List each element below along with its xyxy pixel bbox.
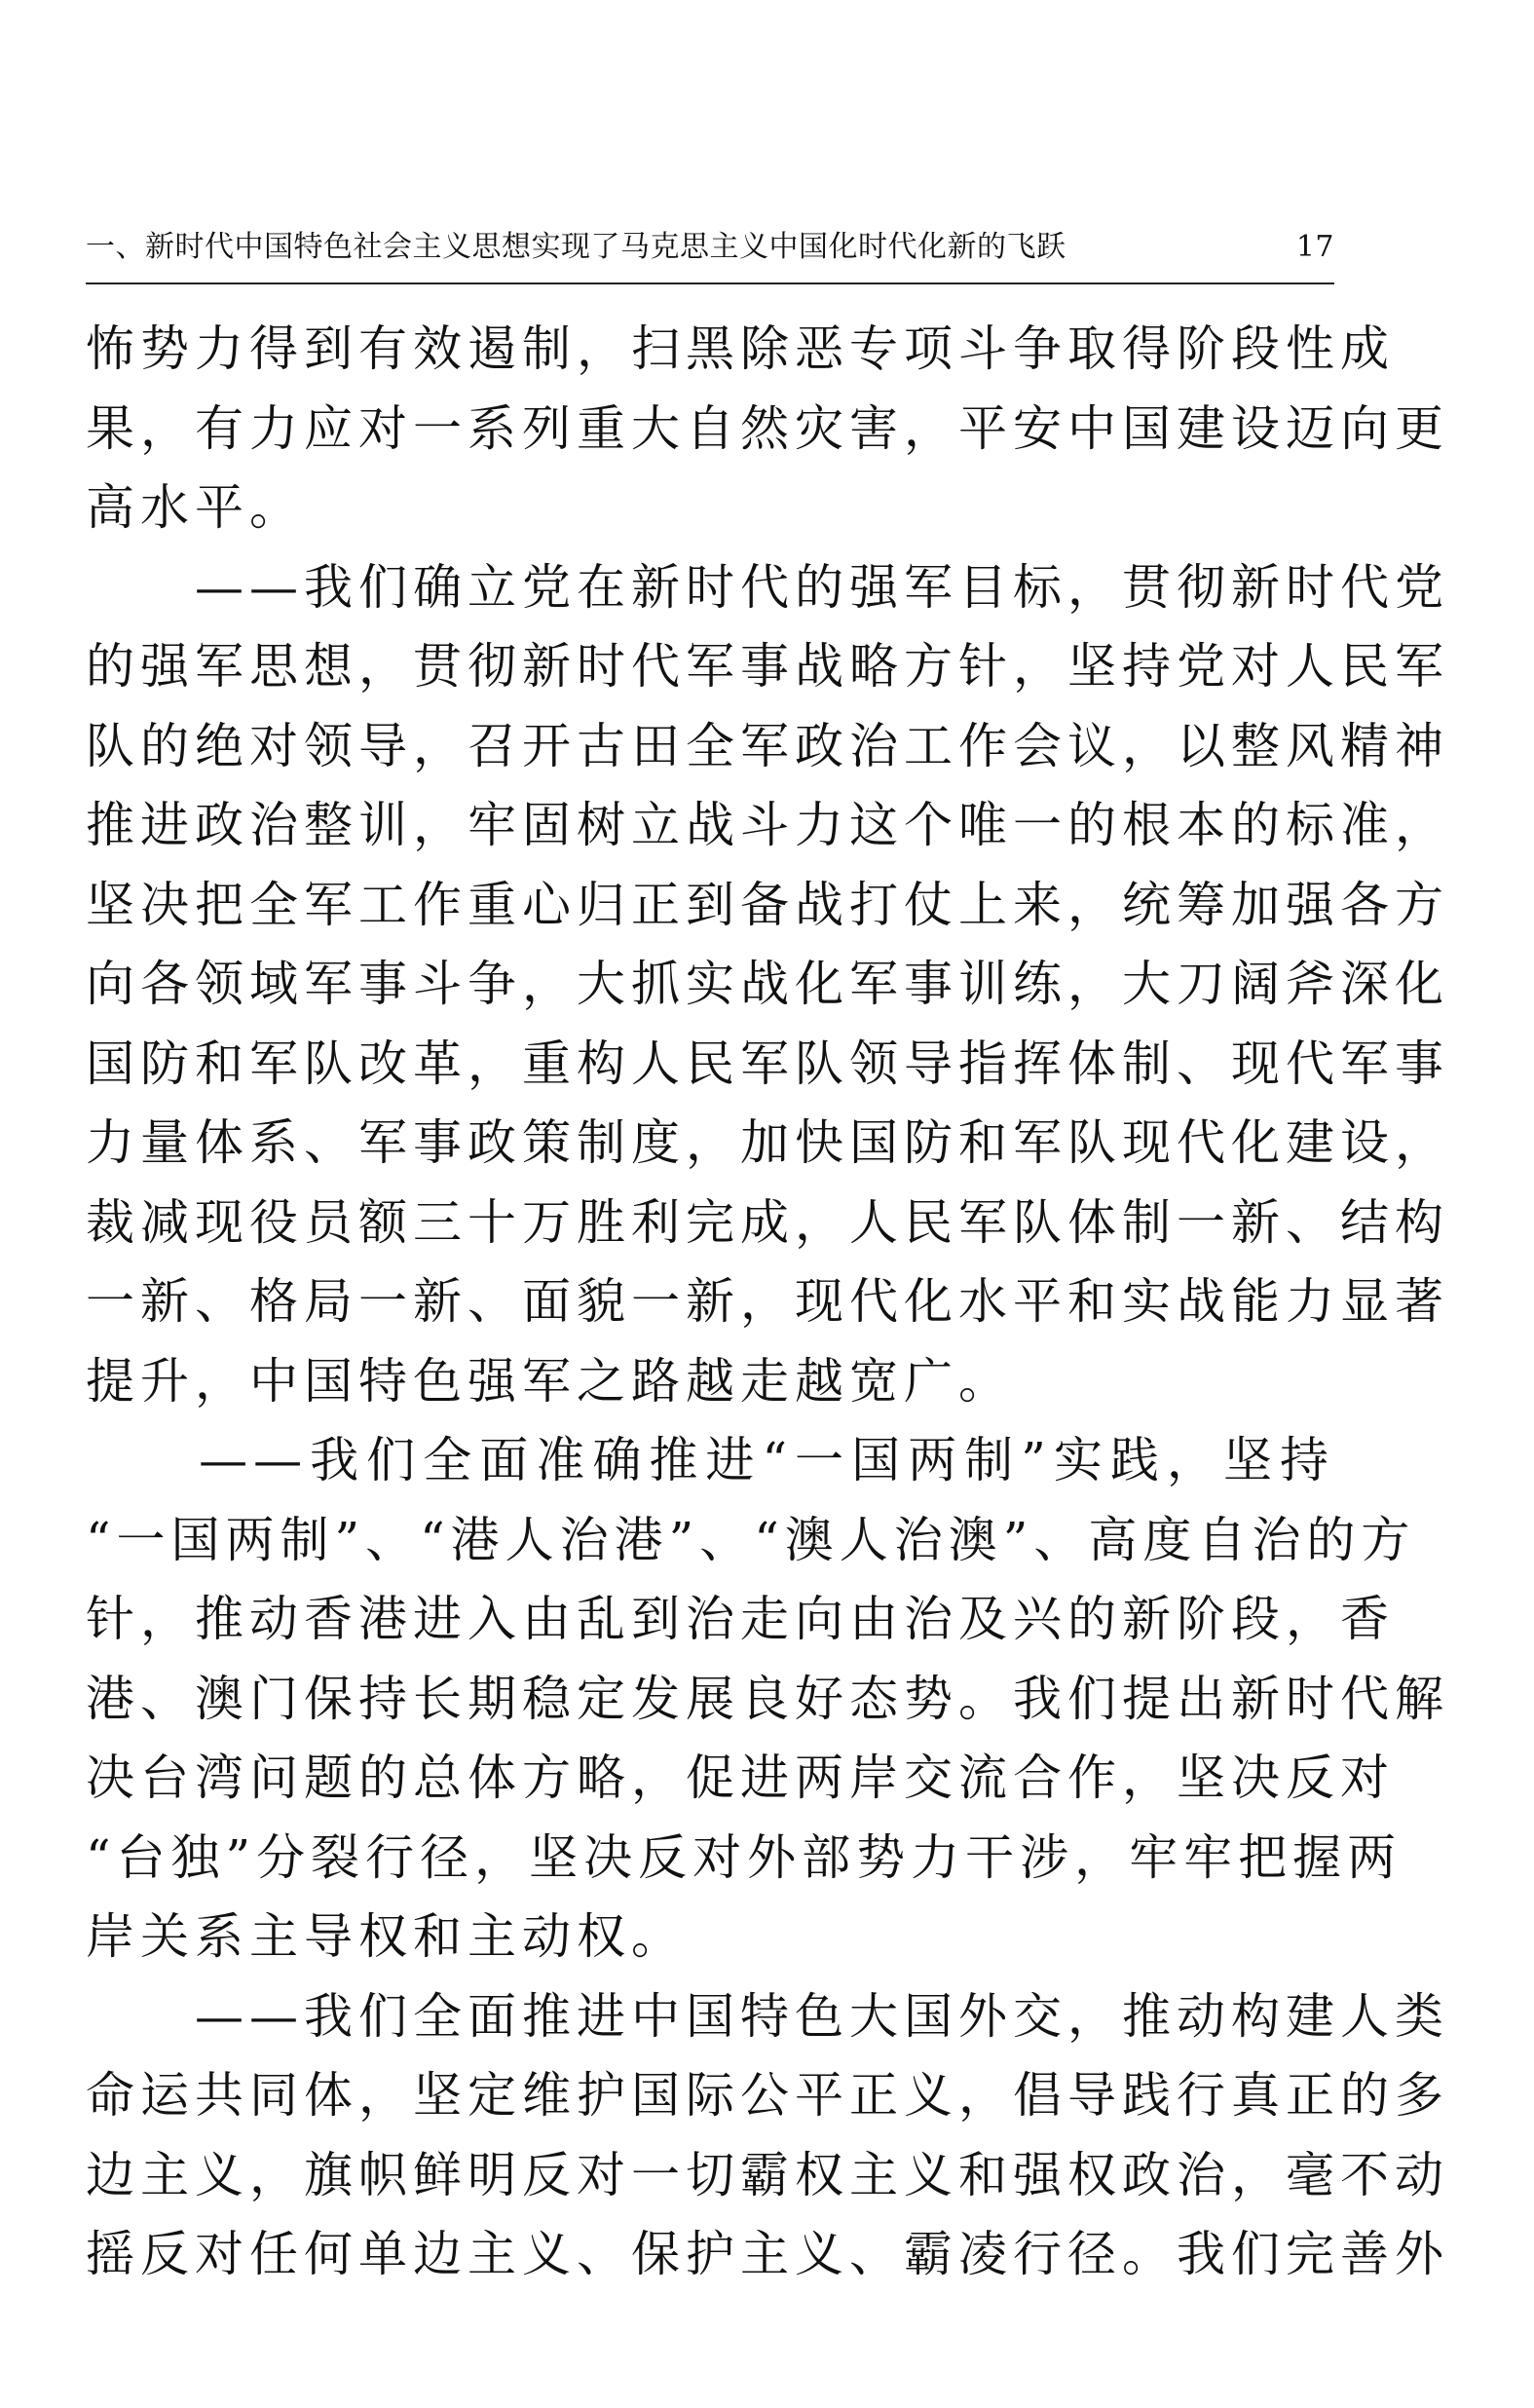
text-line: 提升，中国特色强军之路越走越宽广。 bbox=[86, 1352, 1013, 1410]
text-line: 坚决把全军工作重心归正到备战打仗上来，统筹加强各方 bbox=[86, 876, 1449, 933]
text-line: 决台湾问题的总体方略，促进两岸交流合作，坚决反对 bbox=[86, 1750, 1395, 1806]
text-line: 怖势力得到有效遏制，扫黑除恶专项斗争取得阶段性成 bbox=[86, 320, 1395, 377]
text-line: 队的绝对领导，召开古田全军政治工作会议，以整风精神 bbox=[86, 717, 1449, 774]
text-line: 高水平。 bbox=[86, 479, 304, 536]
body-text bbox=[86, 310, 1449, 2295]
text-line: ——我们全面准确推进“一国两制”实践，坚持 bbox=[86, 1432, 1334, 1488]
text-line: “一国两制”、“港人治港”、“澳人治澳”、高度自治的方 bbox=[86, 1511, 1416, 1568]
text-line: 推进政治整训，牢固树立战斗力这个唯一的根本的标准， bbox=[86, 797, 1449, 853]
text-line: 国防和军队改革，重构人民军队领导指挥体制、现代军事 bbox=[86, 1035, 1449, 1092]
text-line: 的强军思想，贯彻新时代军事战略方针，坚持党对人民军 bbox=[86, 638, 1449, 695]
text-line: 摇反对任何单边主义、保护主义、霸凌行径。我们完善外 bbox=[86, 2226, 1449, 2282]
text-line: 针，推动香港进入由乱到治走向由治及兴的新阶段，香 bbox=[86, 1591, 1395, 1647]
text-line: 命运共同体，坚定维护国际公平正义，倡导践行真正的多 bbox=[86, 2067, 1449, 2124]
running-header bbox=[86, 222, 1334, 265]
text-line: 向各领域军事斗争，大抓实战化军事训练，大刀阔斧深化 bbox=[86, 956, 1449, 1012]
text-line: 裁减现役员额三十万胜利完成，人民军队体制一新、结构 bbox=[86, 1193, 1449, 1251]
text-line: ——我们确立党在新时代的强军目标，贯彻新时代党 bbox=[86, 558, 1449, 616]
text-line: 边主义，旗帜鲜明反对一切霸权主义和强权政治，毫不动 bbox=[86, 2146, 1449, 2203]
page-number: 17 bbox=[1295, 230, 1334, 264]
header-rule bbox=[86, 282, 1334, 284]
text-line: 一新、格局一新、面貌一新，现代化水平和实战能力显著 bbox=[86, 1273, 1449, 1330]
text-line: ——我们全面推进中国特色大国外交，推动构建人类 bbox=[86, 1987, 1449, 2045]
text-line: “台独”分裂行径，坚决反对外部势力干涉，牢牢把握两 bbox=[86, 1828, 1403, 1886]
text-line: 力量体系、军事政策制度，加快国防和军队现代化建设， bbox=[86, 1114, 1449, 1171]
running-title: 一、新时代中国特色社会主义思想实现了马克思主义中国化时代化新的飞跃 bbox=[86, 230, 1066, 264]
text-line: 岸关系主导权和主动权。 bbox=[86, 1908, 686, 1965]
text-line: 果，有力应对一系列重大自然灾害，平安中国建设迈向更 bbox=[86, 399, 1449, 457]
text-line: 港、澳门保持长期稳定发展良好态势。我们提出新时代解 bbox=[86, 1670, 1449, 1727]
